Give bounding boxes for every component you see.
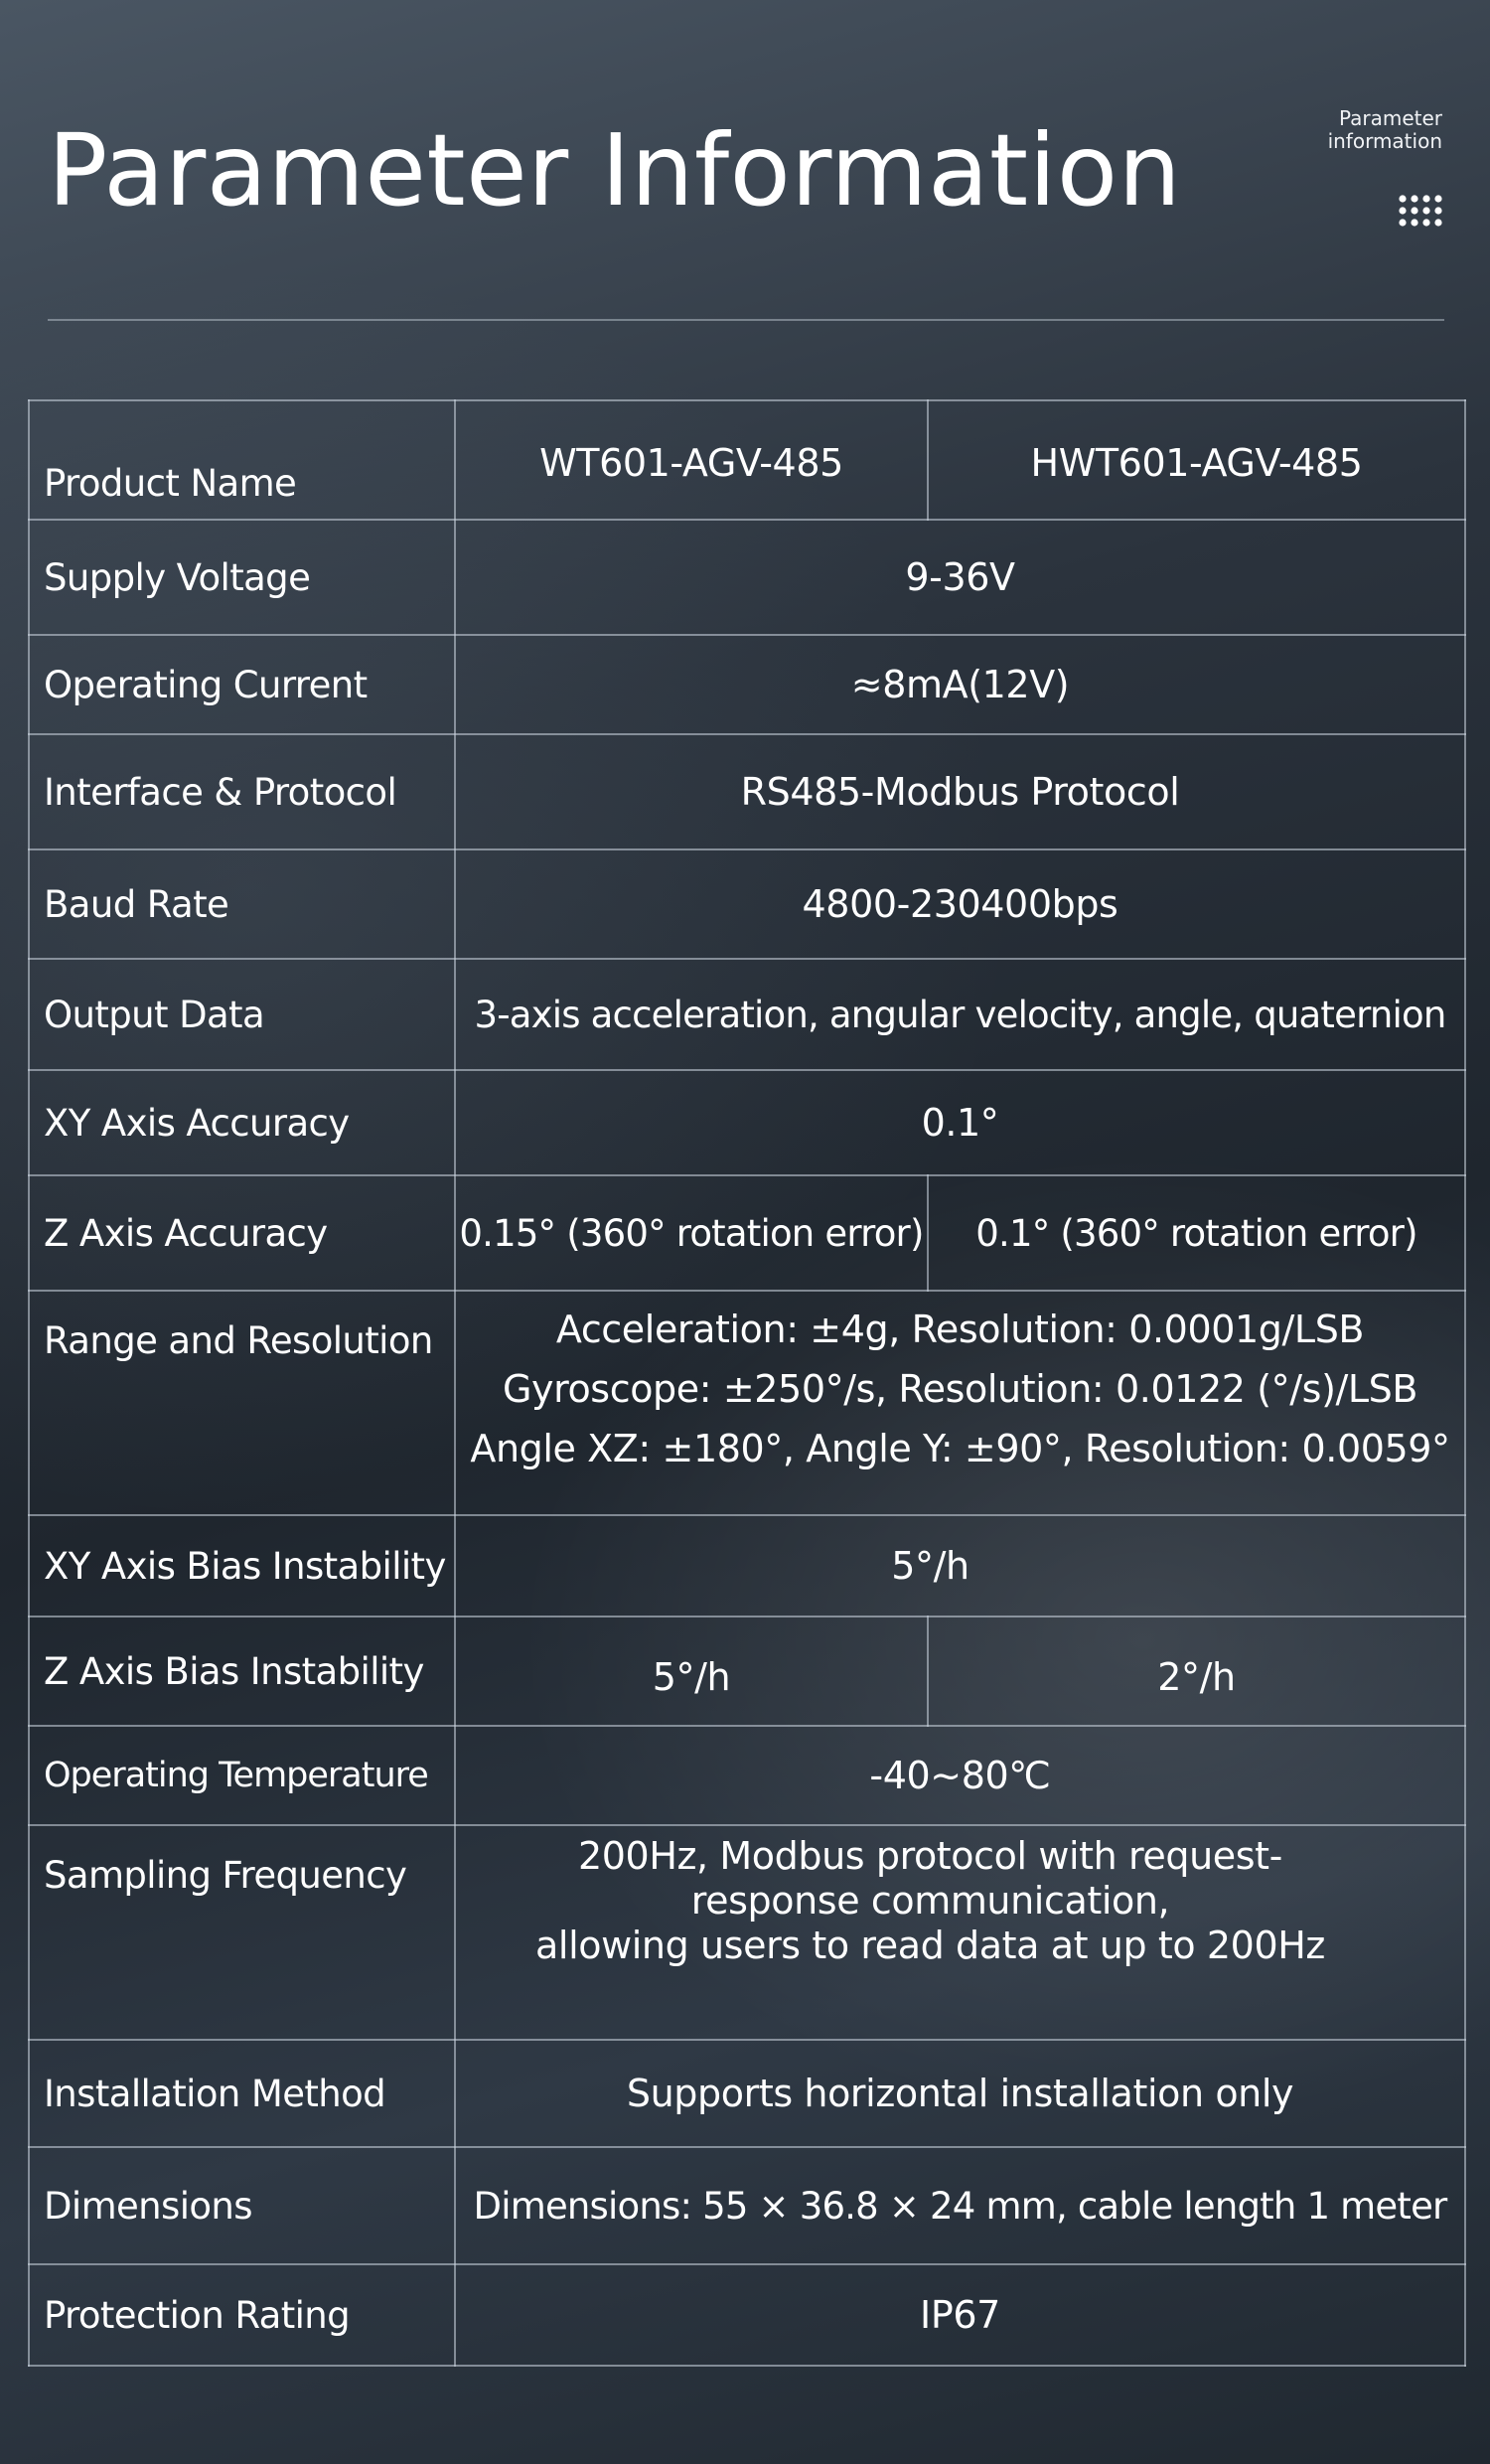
value-line: Gyroscope: ±250°/s, Resolution: 0.0122 (°/s)/LSB <box>502 1367 1418 1411</box>
row-label: XY Axis Bias Instability <box>29 1515 455 1617</box>
table-row <box>29 734 1465 849</box>
table-row <box>29 1291 1465 1515</box>
row-value: Supports horizontal installation only <box>455 2040 1465 2147</box>
row-label: Operating Temperature <box>29 1726 455 1825</box>
row-label: Sampling Frequency <box>29 1825 455 2040</box>
value-line: 200Hz, Modbus protocol with request- <box>578 1834 1282 1878</box>
row-label: Supply Voltage <box>29 520 455 635</box>
table-row <box>29 1726 1465 1825</box>
value-line: Acceleration: ±4g, Resolution: 0.0001g/LSB <box>555 1308 1365 1351</box>
row-value: 0.1° (360° rotation error) <box>928 1175 1465 1291</box>
table-row <box>29 959 1465 1070</box>
row-label: Protection Rating <box>29 2264 455 2366</box>
row-label: Operating Current <box>29 635 455 734</box>
parameter-table <box>28 399 1466 2367</box>
row-label: Dimensions <box>29 2147 455 2264</box>
row-label: XY Axis Accuracy <box>29 1070 455 1175</box>
table-row <box>29 1175 1465 1291</box>
row-label: Z Axis Accuracy <box>29 1175 455 1291</box>
value-line: response communication, <box>690 1879 1170 1923</box>
title-divider <box>48 319 1444 321</box>
table-row <box>29 520 1465 635</box>
row-label: Product Name <box>29 400 455 520</box>
row-value: 9-36V <box>455 520 1465 635</box>
row-value: 5°/h <box>455 1617 928 1726</box>
page-title: Parameter Information <box>48 112 1182 229</box>
section-badge-line1: Parameter <box>1338 106 1442 130</box>
row-value: IP67 <box>455 2264 1465 2366</box>
table-row <box>29 1825 1465 2040</box>
value-line: Angle XZ: ±180°, Angle Y: ±90°, Resolution: 0.0059° <box>470 1427 1450 1470</box>
section-badge <box>1244 107 1442 153</box>
row-label: Z Axis Bias Instability <box>29 1617 455 1726</box>
row-value: 3-axis acceleration, angular velocity, angle, quaternion <box>455 959 1465 1070</box>
row-label: Installation Method <box>29 2040 455 2147</box>
table-row <box>29 1515 1465 1617</box>
dots-grid-icon <box>1397 193 1444 240</box>
row-label: Baud Rate <box>29 849 455 959</box>
row-label: Interface & Protocol <box>29 734 455 849</box>
row-label: Range and Resolution <box>29 1291 455 1515</box>
table-row <box>29 2264 1465 2366</box>
table-row <box>29 635 1465 734</box>
table-row <box>29 849 1465 959</box>
table-row <box>29 400 1465 520</box>
row-value: -40~80℃ <box>455 1726 1465 1825</box>
row-value <box>455 1291 1465 1515</box>
value-line: allowing users to read data at up to 200Hz <box>535 1924 1325 1967</box>
row-value: 2°/h <box>928 1617 1465 1726</box>
row-value: HWT601-AGV-485 <box>928 400 1465 520</box>
table-row <box>29 2147 1465 2264</box>
row-value: 4800-230400bps <box>455 849 1465 959</box>
row-value: RS485-Modbus Protocol <box>455 734 1465 849</box>
row-value: 0.1° <box>455 1070 1465 1175</box>
row-value <box>455 1825 1465 2040</box>
row-value: ≈8mA(12V) <box>455 635 1465 734</box>
section-badge-line2: information <box>1327 129 1442 153</box>
row-value: 5°/h <box>455 1515 1465 1617</box>
table-row <box>29 1070 1465 1175</box>
row-value: WT601-AGV-485 <box>455 400 928 520</box>
row-value: Dimensions: 55 × 36.8 × 24 mm, cable length 1 meter <box>455 2147 1465 2264</box>
row-label: Output Data <box>29 959 455 1070</box>
table-row <box>29 1617 1465 1726</box>
table-row <box>29 2040 1465 2147</box>
row-value: 0.15° (360° rotation error) <box>455 1175 928 1291</box>
